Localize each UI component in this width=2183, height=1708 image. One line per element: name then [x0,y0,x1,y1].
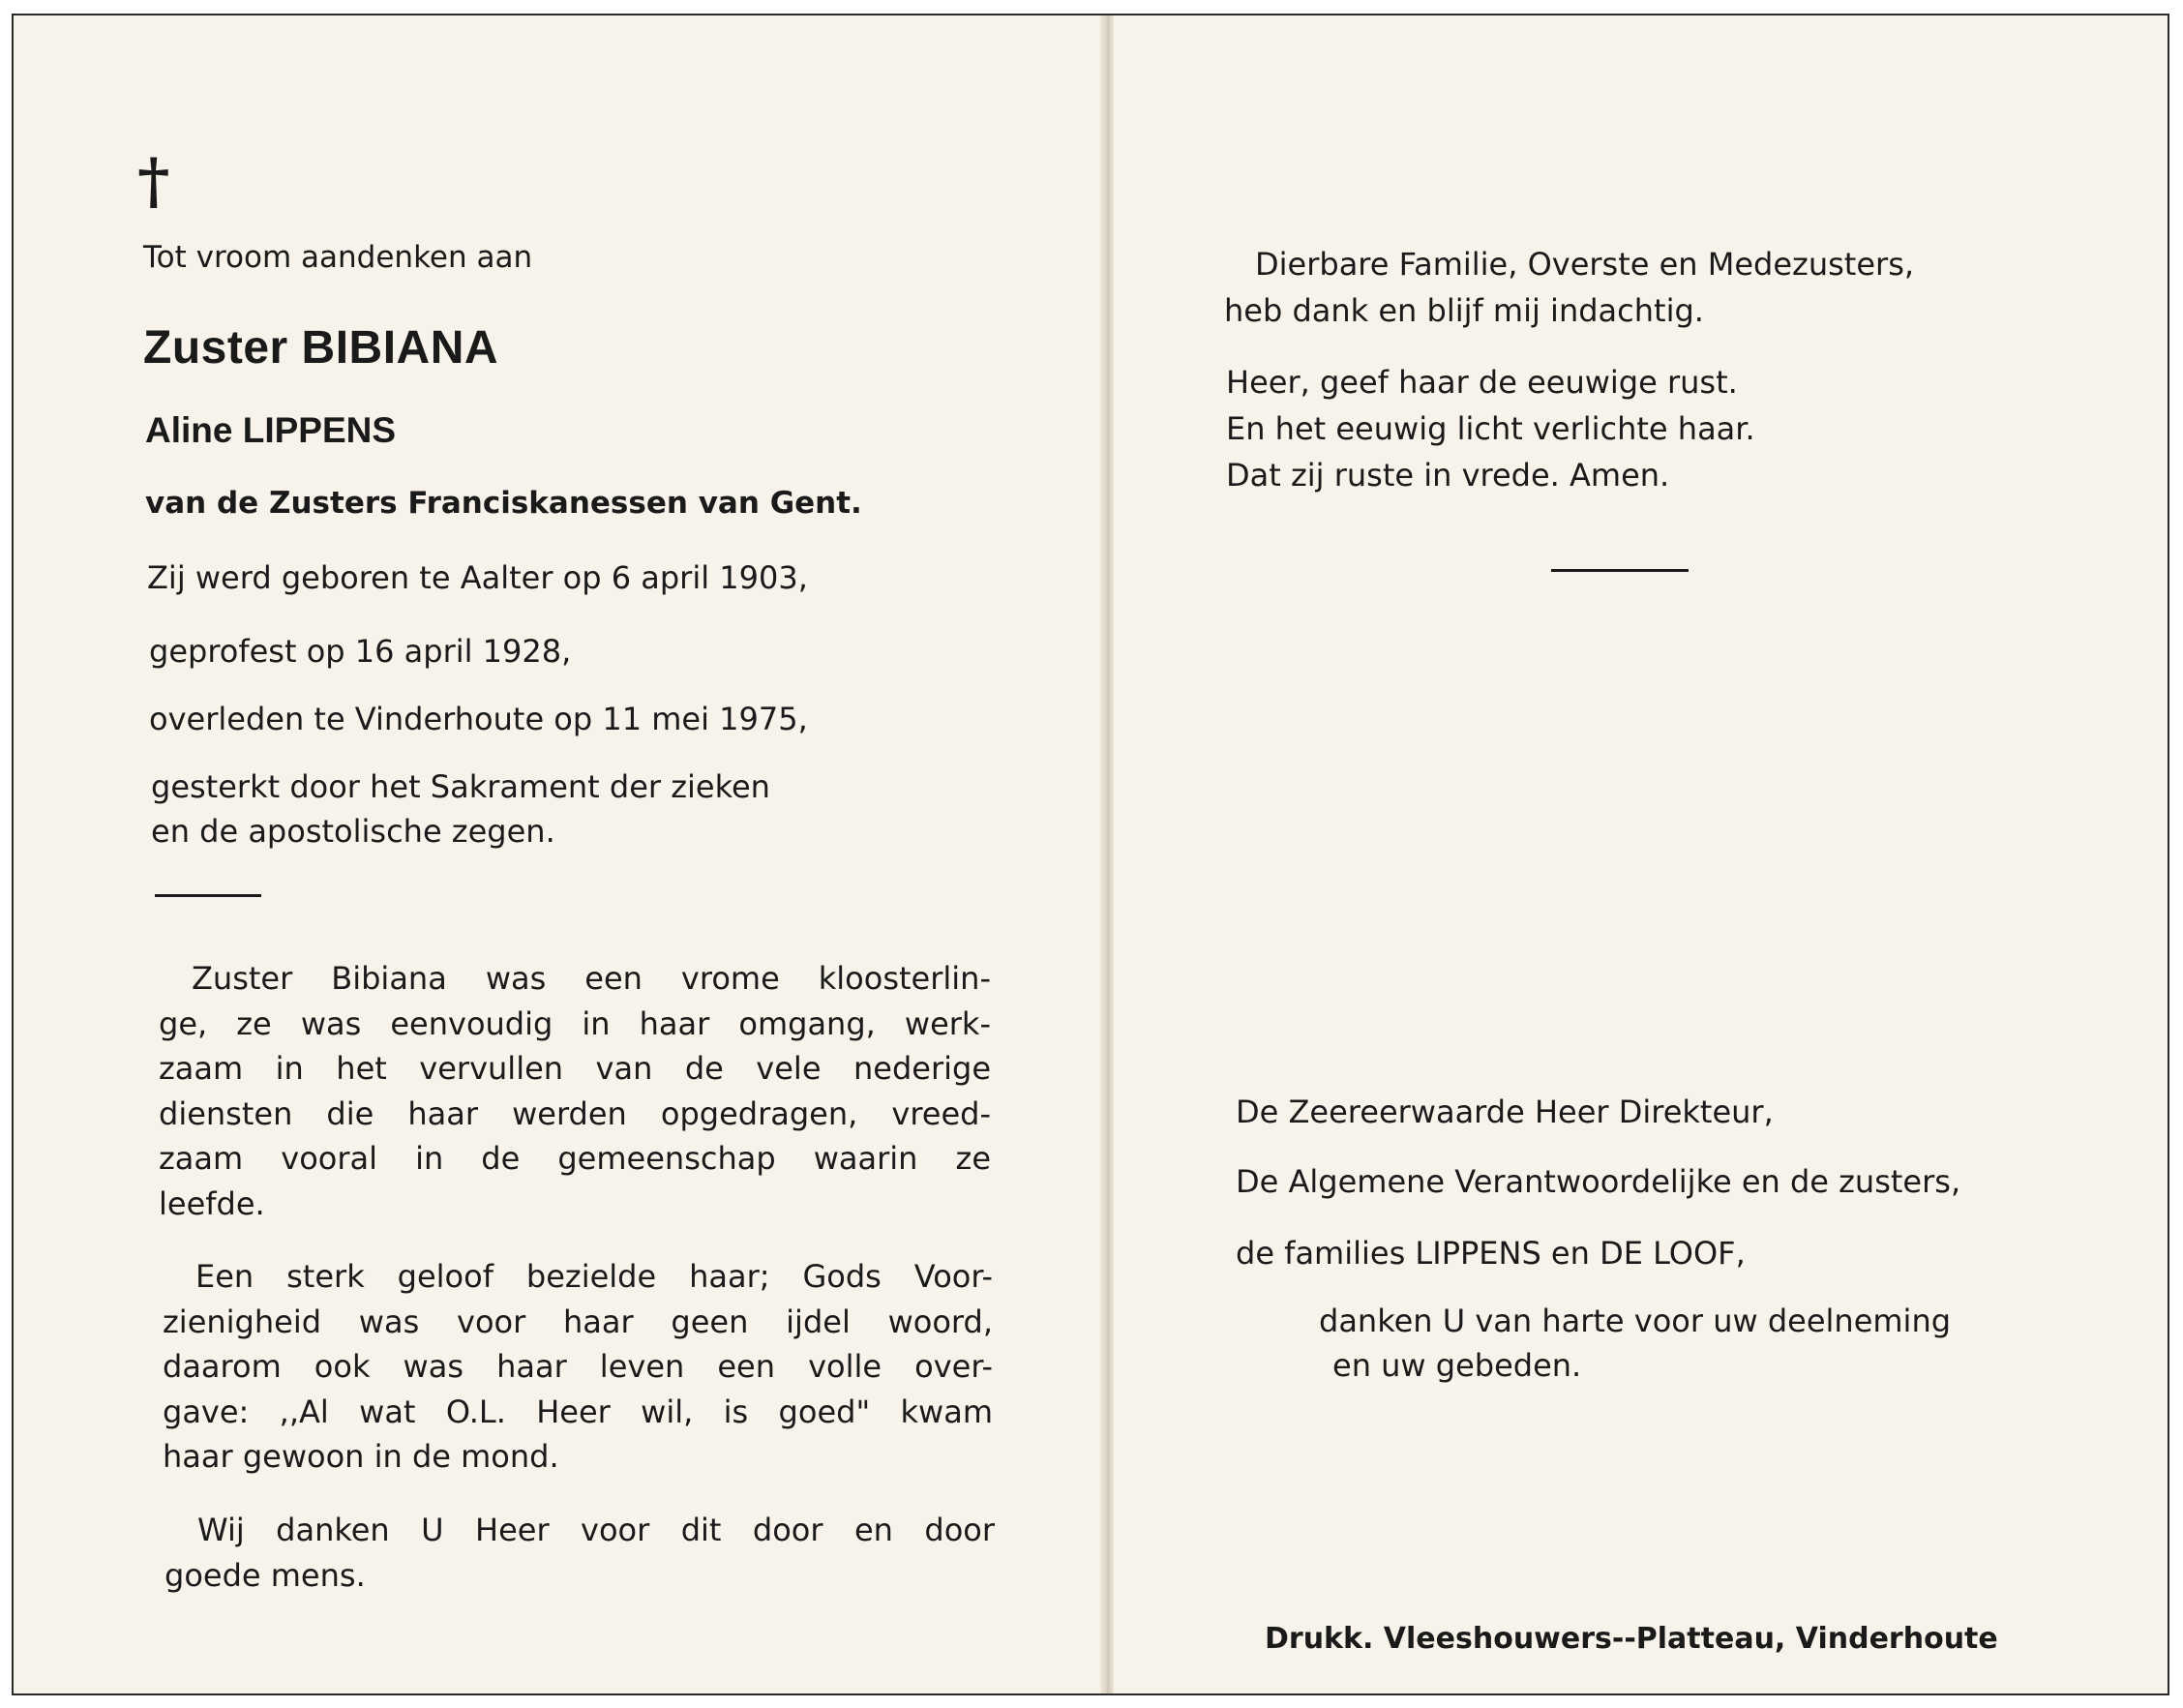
paragraph-line: leefde. [159,1184,265,1222]
religious-name: Zuster BIBIANA [143,322,499,374]
paragraph-line: gave: ,,Al wat O.L. Heer wil, is goed" kwam [163,1393,993,1430]
right-page [1114,15,2169,1693]
paragraph-1 [159,956,991,1226]
closing-line-2: en uw gebeden. [1332,1347,1582,1384]
sacrament-line-2: en de apostolische zegen. [151,813,555,850]
card-fold [1100,15,1114,1693]
religious-order: van de Zusters Franciskanessen van Gent. [145,486,862,521]
prayer-line-1: Heer, geef haar de eeuwige rust. [1226,364,1738,401]
paragraph-line: Zuster Bibiana was een vrome kloosterlin- [192,960,991,997]
prayer-line-2: En het eeuwig licht verlichte haar. [1226,410,1755,447]
divider [155,894,261,897]
paragraph-line: zienigheid was voor haar geen ijdel woord, [163,1303,993,1340]
signatory-3: de families LIPPENS en DE LOOF, [1236,1235,1746,1272]
paragraph-line: zaam vooral in de gemeenschap waarin ze [159,1140,991,1177]
left-page [14,15,1100,1693]
divider [1551,569,1689,572]
death-line: overleden te Vinderhoute op 11 mei 1975, [149,701,808,737]
printer-imprint: Drukk. Vleeshouwers--Platteau, Vinderhoute [1265,1622,1998,1656]
signatory-2: De Algemene Verantwoordelijke en de zusters, [1236,1163,1961,1200]
closing-line-1: danken U van harte voor uw deelneming [1319,1303,1952,1339]
prayer-line-3: Dat zij ruste in vrede. Amen. [1226,457,1670,494]
thanks-line-1: Dierbare Familie, Overste en Medezusters, [1255,246,1915,283]
cross-icon: † [137,145,170,218]
paragraph-line: zaam in het vervullen van de vele nederige [159,1050,991,1087]
paragraph-line: ge, ze was eenvoudig in haar omgang, werk- [159,1004,991,1042]
intro-text: Tot vroom aandenken aan [143,240,533,275]
paragraph-line: Wij danken U Heer voor dit door en door [197,1512,995,1548]
birth-line: Zij werd geboren te Aalter op 6 april 1903, [147,559,808,596]
paragraph-line: daarom ook was haar leven een volle over- [163,1348,993,1385]
thanks-line-2: heb dank en blijf mij indachtig. [1224,292,1704,329]
paragraph-line: Een sterk geloof bezielde haar; Gods Voor- [195,1258,993,1295]
civil-name: Aline LIPPENS [145,410,397,450]
paragraph-2 [163,1254,993,1480]
paragraph-line: goede mens. [164,1556,366,1594]
paragraph-3 [164,1508,995,1598]
paragraph-line: haar gewoon in de mond. [163,1438,559,1475]
paragraph-line: diensten die haar werden opgedragen, vreed- [159,1094,991,1132]
signatory-1: De Zeereerwaarde Heer Direkteur, [1236,1094,1774,1130]
profession-line: geprofest op 16 april 1928, [149,633,572,670]
memorial-card [12,14,2169,1695]
sacrament-line-1: gesterkt door het Sakrament der zieken [151,768,770,805]
